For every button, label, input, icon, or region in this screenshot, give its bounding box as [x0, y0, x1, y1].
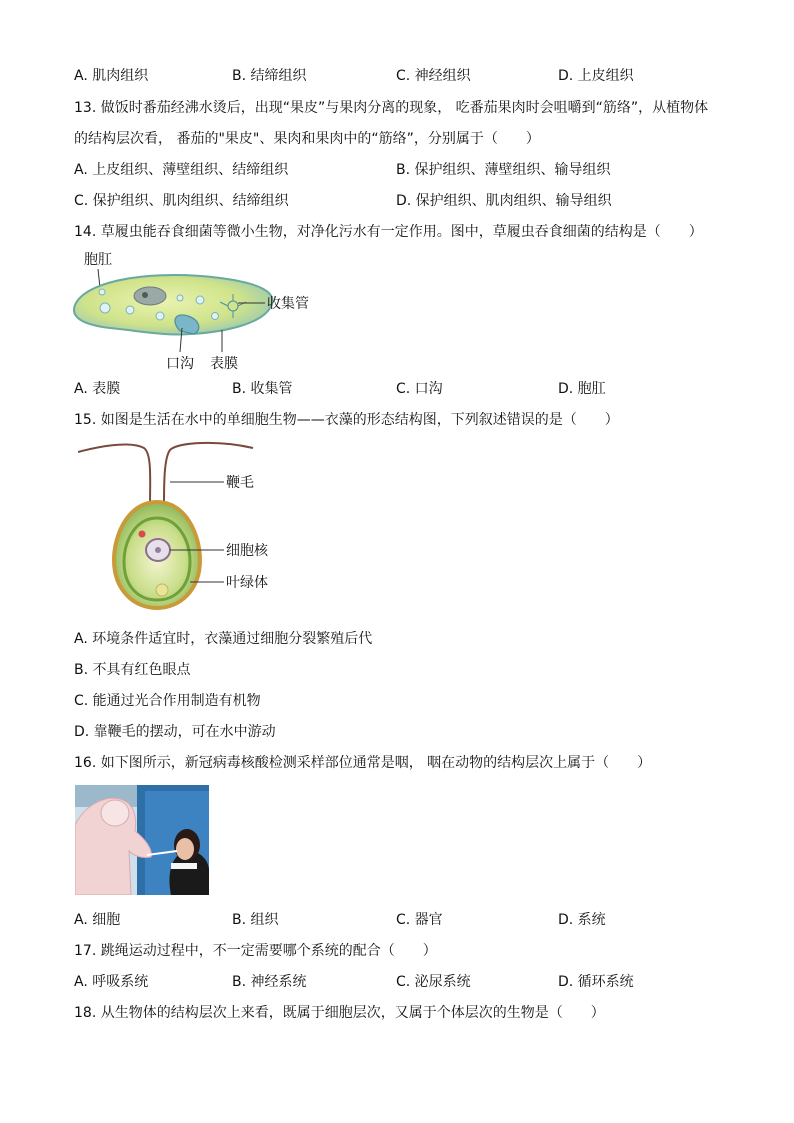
q14-option-a: A. 表膜: [74, 381, 121, 397]
q16-options: [74, 911, 734, 929]
q17-options: [74, 973, 734, 991]
q13-option-d: D. 保护组织、肌肉组织、输导组织: [396, 193, 612, 209]
q14-option-c: C. 口沟: [396, 381, 443, 397]
q12-options: [74, 67, 734, 85]
q15-option-b: B. 不具有红色眼点: [74, 662, 191, 678]
q14-stem: 14. 草履虫能吞食细菌等微小生物，对净化污水有一定作用。图中，草履虫吞食细菌的结构是（ ）: [74, 224, 703, 240]
q13-stem-line1: 13. 做饭时番茄经沸水烫后，出现“果皮”与果肉分离的现象， 吃番茄果肉时会咀嚼到“筋络”，从植物体: [74, 100, 709, 116]
q12-option-a: A. 肌肉组织: [74, 68, 149, 84]
q18-stem: 18. 从生物体的结构层次上来看，既属于细胞层次，又属于个体层次的生物是（ ）: [74, 1005, 605, 1021]
q16-option-b: B. 组织: [232, 912, 279, 928]
swab-test-photo: [75, 785, 209, 895]
q14-options: [74, 380, 734, 398]
chlamydomonas-label-nucleus: 细胞核: [226, 543, 268, 559]
q16-stem: 16. 如下图所示，新冠病毒核酸检测采样部位通常是咽， 咽在动物的结构层次上属于（ ）: [74, 755, 652, 771]
q13-option-b: B. 保护组织、薄壁组织、输导组织: [396, 162, 611, 178]
q13-option-a: A. 上皮组织、薄壁组织、结缔组织: [74, 162, 289, 178]
q13-options-row1: [74, 161, 734, 179]
q16-option-c: C. 器官: [396, 912, 443, 928]
q14-option-b: B. 收集管: [232, 381, 293, 397]
paramecium-label-pellicle: 表膜: [210, 356, 238, 372]
q13-option-c: C. 保护组织、肌肉组织、结缔组织: [74, 193, 289, 209]
paramecium-label-collecting-canal: 收集管: [267, 296, 309, 312]
q16-option-d: D. 系统: [558, 912, 606, 928]
paramecium-label-anal-pore: 胞肛: [84, 252, 112, 268]
q17-option-d: D. 循环系统: [558, 974, 634, 990]
q16-option-a: A. 细胞: [74, 912, 121, 928]
q12-option-b: B. 结缔组织: [232, 68, 307, 84]
q17-option-b: B. 神经系统: [232, 974, 307, 990]
q12-option-d: D. 上皮组织: [558, 68, 634, 84]
q14-option-d: D. 胞肛: [558, 381, 606, 397]
q17-option-c: C. 泌尿系统: [396, 974, 471, 990]
chlamydomonas-label-flagellum: 鞭毛: [226, 475, 254, 491]
paramecium-figure: [70, 248, 320, 373]
q17-option-a: A. 呼吸系统: [74, 974, 149, 990]
q15-option-d: D. 靠鞭毛的摆动，可在水中游动: [74, 724, 276, 740]
chlamydomonas-figure: [78, 440, 278, 615]
q12-option-c: C. 神经组织: [396, 68, 471, 84]
q15-option-a: A. 环境条件适宜时，衣藻通过细胞分裂繁殖后代: [74, 631, 373, 647]
q15-option-c: C. 能通过光合作用制造有机物: [74, 693, 261, 709]
chlamydomonas-label-chloroplast: 叶绿体: [226, 575, 268, 591]
q13-stem-line2: 的结构层次看， 番茄的"果皮"、果肉和果肉中的“筋络”，分别属于（ ）: [74, 131, 540, 147]
q17-stem: 17. 跳绳运动过程中，不一定需要哪个系统的配合（ ）: [74, 943, 437, 959]
q15-stem: 15. 如图是生活在水中的单细胞生物——衣藻的形态结构图，下列叙述错误的是（ ）: [74, 412, 619, 428]
paramecium-label-oral-groove: 口沟: [166, 356, 194, 372]
q13-options-row2: [74, 192, 734, 210]
